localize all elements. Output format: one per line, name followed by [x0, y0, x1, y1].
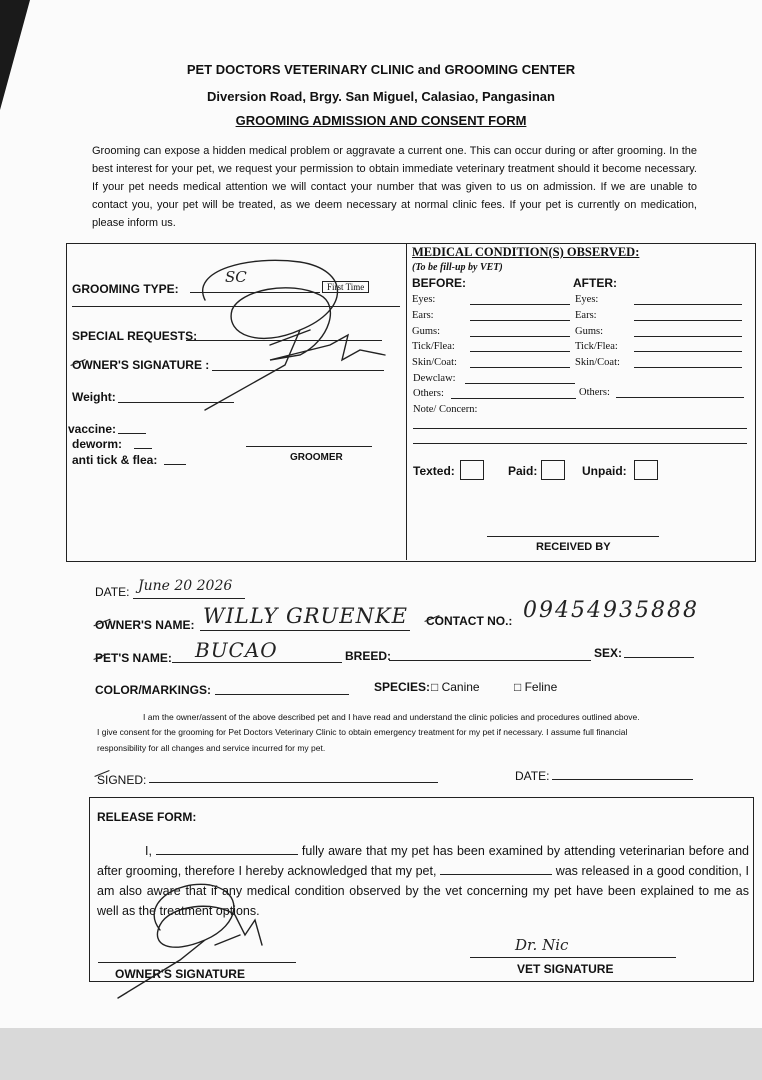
owner-name-value: WILLY GRUENKE — [203, 604, 408, 628]
others-after-label: Others: — [579, 387, 610, 398]
pet-name-label: PET'S NAME: — [95, 651, 172, 665]
unpaid-label: Unpaid: — [582, 464, 627, 478]
contact-value: 09454935888 — [523, 598, 699, 623]
after-row-label: Eyes: — [575, 294, 599, 305]
deworm-label: deworm: — [72, 437, 123, 451]
release-text-part1: fully aware that my pet has been examined by attending veterinarian before and after grooming, therefore I hereby acknowledged that my pet, — [97, 844, 749, 878]
release-title: RELEASE FORM: — [97, 810, 197, 824]
before-row-label: Skin/Coat: — [412, 357, 457, 368]
sex-label: SEX: — [594, 646, 623, 660]
owner-name-label: OWNER'S NAME: — [95, 618, 195, 632]
pet-name-value: BUCAO — [195, 638, 278, 662]
vaccine-label: vaccine: — [68, 422, 117, 436]
before-row-label: Gums: — [412, 326, 441, 337]
received-by-label: RECEIVED BY — [536, 541, 611, 553]
date-value: June 20 2026 — [138, 578, 233, 594]
species-label: SPECIES: — [374, 680, 431, 694]
canine-option[interactable]: □ Canine — [431, 680, 480, 694]
before-row-label: Tick/Flea: — [412, 341, 455, 352]
consent-line-3: responsibility for all changes and service incurred for my pet. — [97, 743, 326, 753]
grooming-type-label: GROOMING TYPE: — [72, 282, 179, 296]
vet-signature-label: VET SIGNATURE — [517, 962, 614, 976]
release-owner-signature-label: OWNER'S SIGNATURE — [115, 967, 245, 981]
contact-label: CONTACT NO.: — [426, 614, 513, 628]
feline-option[interactable]: □ Feline — [514, 680, 558, 694]
note-label: Note/ Concern: — [413, 404, 478, 415]
clinic-address: Diversion Road, Brgy. San Miguel, Calasiao, Pangasinan — [207, 89, 555, 104]
release-signature-scribble — [118, 884, 262, 998]
form-title: GROOMING ADMISSION AND CONSENT FORM — [235, 113, 527, 128]
consent-line-1: I am the owner/assent of the above described pet and I have read and understand the clinic policies and procedures outlined above. — [143, 712, 640, 722]
medical-title: MEDICAL CONDITION(S) OBSERVED: — [412, 245, 640, 259]
release-text-part2: was released in a good condition, I am also aware that if any medical condition observed by the vet concerning my pet have been explained to me as well as the treatment options. — [97, 864, 749, 918]
anti-tick-label: anti tick & flea: — [72, 453, 158, 467]
texted-label: Texted: — [413, 464, 455, 478]
groomer-label: GROOMER — [290, 452, 343, 463]
vet-signature-value: Dr. Nic — [515, 936, 569, 954]
intro-paragraph: Grooming can expose a hidden medical problem or aggravate a current one. This can occur during or after grooming. In the best interest for your pet, we request your permission to obtain immediate veterinary treatment should it become necessary. If your pet needs medical attention we will contact your number that was given to us on admission. If we are unable to contact you, your pet will be treated, as we deem necessary at normal clinic fees. If your pet is currently on medication, please inform us. — [92, 145, 697, 229]
medical-subtitle: (To be fill-up by VET) — [412, 262, 503, 273]
after-row-label: Ears: — [575, 310, 597, 321]
before-row-label: Ears: — [412, 310, 434, 321]
release-text-i: I, — [145, 844, 152, 858]
weight-label: Weight: — [72, 390, 116, 404]
after-row-label: Skin/Coat: — [575, 357, 620, 368]
dewclaw-label: Dewclaw: — [413, 373, 456, 384]
before-label: BEFORE: — [412, 276, 466, 290]
after-label: AFTER: — [573, 276, 617, 290]
owner-signature-label: OWNER'S SIGNATURE : — [72, 358, 210, 372]
signed-label: SIGNED: — [97, 773, 147, 787]
consent-line-2: I give consent for the grooming for Pet Doctors Veterinary Clinic to obtain emergency treatment for my pet if necessary. I assume full financial — [97, 727, 628, 737]
clinic-name: PET DOCTORS VETERINARY CLINIC and GROOMING CENTER — [186, 62, 576, 77]
paid-label: Paid: — [508, 464, 538, 478]
color-label: COLOR/MARKINGS: — [95, 683, 211, 697]
date-label: DATE: — [95, 585, 130, 599]
special-requests-label: SPECIAL REQUESTS: — [72, 329, 198, 343]
before-row-label: Eyes: — [412, 294, 436, 305]
first-time-checkbox[interactable]: First Time — [322, 281, 369, 293]
after-row-label: Tick/Flea: — [575, 341, 618, 352]
others-before-label: Others: — [413, 388, 444, 399]
after-row-label: Gums: — [575, 326, 604, 337]
grooming-type-value: SC — [225, 268, 247, 286]
owner-signature-scribble — [203, 260, 385, 410]
consent-date-label: DATE: — [515, 769, 550, 783]
breed-label: BREED: — [345, 649, 392, 663]
